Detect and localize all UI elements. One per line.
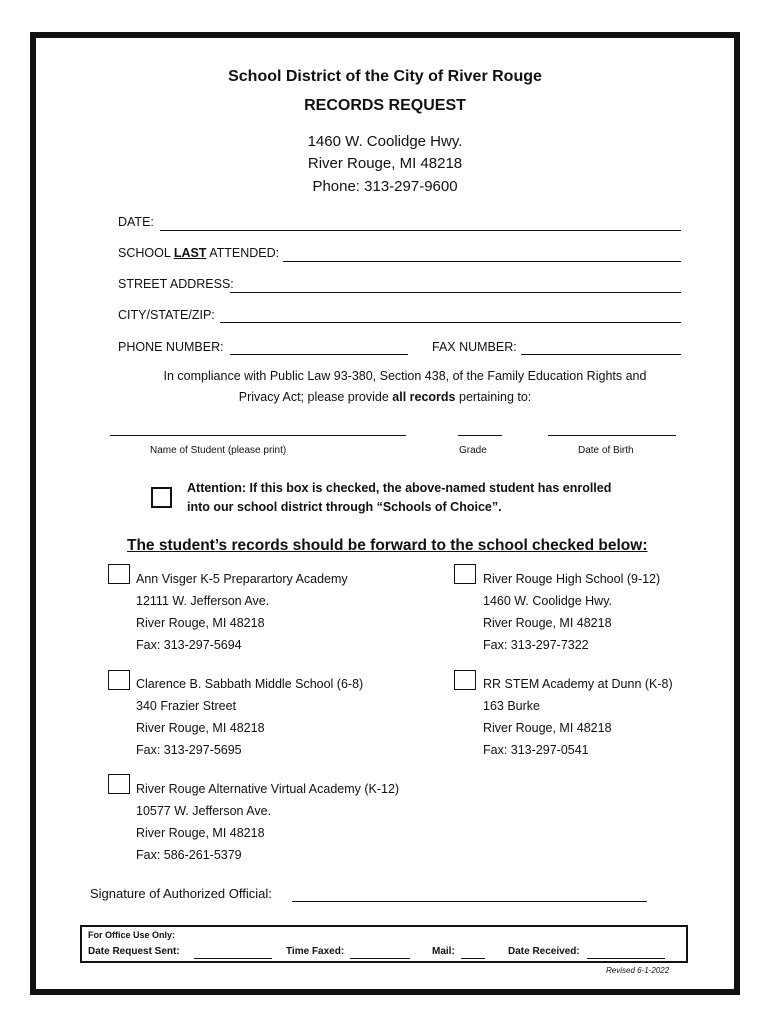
compliance-text-line1: In compliance with Public Law 93-380, Section 438, of the Family Education Rights and [163,369,647,383]
grade-caption: Grade [459,445,487,456]
date-of-birth-caption: Date of Birth [578,445,634,456]
phone-number-field[interactable] [230,354,408,355]
school-city: River Rouge, MI 48218 [483,616,612,630]
school-block-ann-visger [136,568,348,656]
street-address-label: STREET ADDRESS: [118,277,234,291]
school-fax: Fax: 313-297-5695 [136,743,242,757]
date-label: DATE: [118,215,154,229]
schools-of-choice-checkbox[interactable] [151,487,172,508]
time-faxed-field[interactable] [350,958,410,959]
last-emphasis: LAST [173,246,207,260]
date-field[interactable] [160,230,681,231]
date-received-label: Date Received: [508,946,580,957]
school-name: Ann Visger K-5 Preparartory Academy [136,572,348,586]
school-name: Clarence B. Sabbath Middle School (6-8) [136,677,364,691]
school-fax: Fax: 313-297-5694 [136,638,242,652]
district-title: School District of the City of River Rouge [228,68,542,85]
school-street: 10577 W. Jefferson Ave. [136,804,272,818]
date-request-sent-label: Date Request Sent: [88,946,180,957]
school-block-stem-dunn [483,673,673,761]
school-checkbox-stem-dunn[interactable] [454,670,476,690]
school-fax: Fax: 313-297-0541 [483,743,589,757]
mail-field[interactable] [461,958,485,959]
signature-field[interactable] [292,901,647,902]
school-block-sabbath [136,673,363,761]
school-city: River Rouge, MI 48218 [136,721,265,735]
grade-field[interactable] [458,435,502,436]
school-attended-label: SCHOOL LAST ATTENDED: [118,246,280,260]
school-city: River Rouge, MI 48218 [136,616,265,630]
attention-text-line2: into our school district through “Schools of Choice”. [187,500,502,514]
school-attended-field[interactable] [283,261,681,262]
date-of-birth-field[interactable] [548,435,676,436]
phone-number-label: PHONE NUMBER: [118,340,224,354]
school-block-virtual-academy [136,778,399,866]
fax-number-field[interactable] [521,354,681,355]
school-checkbox-ann-visger[interactable] [108,564,130,584]
school-street: 340 Frazier Street [136,699,237,713]
form-title: RECORDS REQUEST [304,97,466,114]
school-street: 163 Burke [483,699,540,713]
school-checkbox-virtual-academy[interactable] [108,774,130,794]
school-city: River Rouge, MI 48218 [483,721,612,735]
fax-number-label: FAX NUMBER: [432,340,517,354]
forward-heading: The student’s records should be forward to the school checked below: [127,537,648,554]
signature-label: Signature of Authorized Official: [90,886,272,901]
city-state-zip-label: CITY/STATE/ZIP: [118,308,215,322]
city-state-zip-field[interactable] [220,322,681,323]
office-use-box [80,925,688,963]
office-use-heading: For Office Use Only: [88,930,176,940]
date-request-sent-field[interactable] [194,958,272,959]
school-street: 1460 W. Coolidge Hwy. [483,594,612,608]
mail-label: Mail: [432,946,455,957]
revised-date: Revised 6-1-2022 [606,966,670,975]
district-address-city: River Rouge, MI 48218 [307,155,463,172]
school-checkbox-high-school[interactable] [454,564,476,584]
school-name: River Rouge High School (9-12) [483,572,661,586]
school-fax: Fax: 586-261-5379 [136,848,242,862]
compliance-text-line2: Privacy Act; please provide all records pertaining to: [238,390,532,404]
street-address-field[interactable] [230,292,681,293]
district-address-street: 1460 W. Coolidge Hwy. [307,133,463,150]
school-checkbox-sabbath[interactable] [108,670,130,690]
school-street: 12111 W. Jefferson Ave. [136,594,270,608]
date-received-field[interactable] [587,958,665,959]
school-name: River Rouge Alternative Virtual Academy (K-12) [136,782,400,796]
school-city: River Rouge, MI 48218 [136,826,265,840]
school-block-high-school [483,568,660,656]
attention-text-line1: Attention: If this box is checked, the above-named student has enrolled [187,481,612,495]
district-phone: Phone: 313-297-9600 [312,178,458,195]
school-name: RR STEM Academy at Dunn (K-8) [483,677,673,691]
student-name-field[interactable] [110,435,406,436]
school-fax: Fax: 313-297-7322 [483,638,589,652]
time-faxed-label: Time Faxed: [286,946,345,957]
student-name-caption: Name of Student (please print) [150,445,287,456]
